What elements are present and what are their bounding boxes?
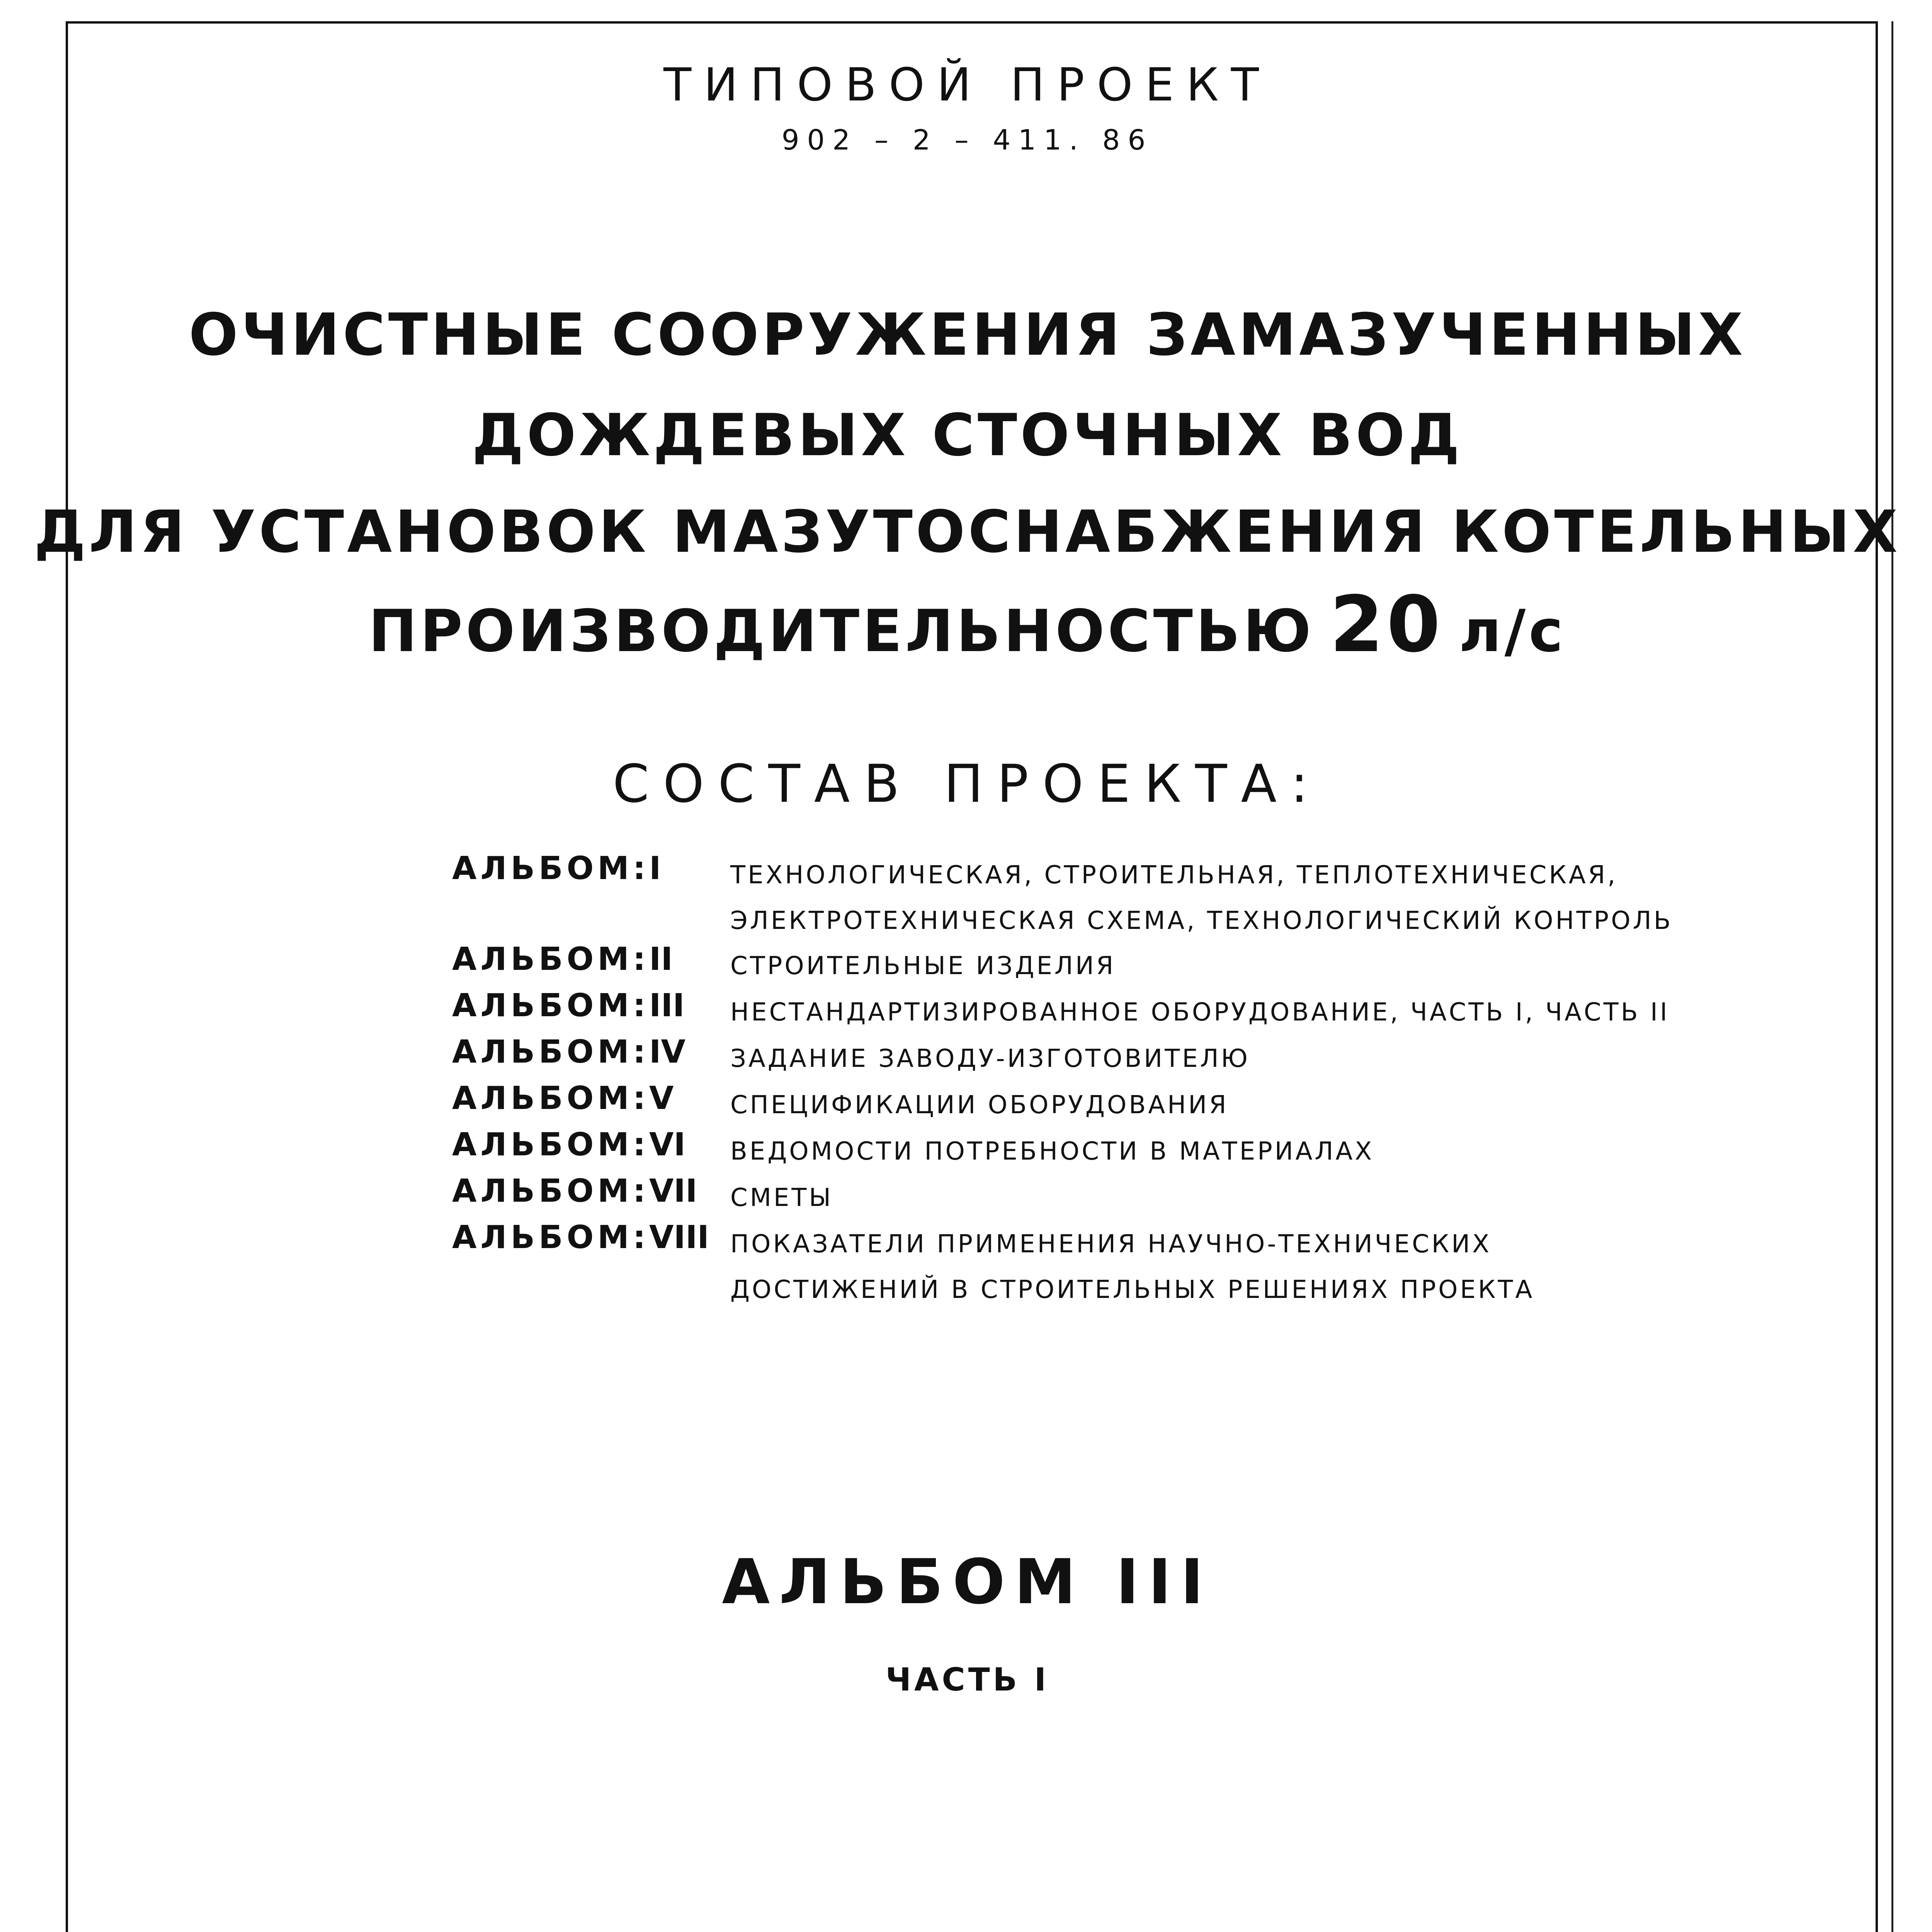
album-number: I	[649, 850, 661, 887]
volume-part-title: ЧАСТЬ I	[885, 1662, 1049, 1698]
album-list	[452, 850, 1727, 1310]
album-description	[730, 1175, 1774, 1221]
album-description	[730, 943, 1774, 989]
title-capacity-unit: л/с	[1459, 598, 1566, 665]
album-label: АЛЬБОМ:	[452, 1080, 650, 1117]
album-description-line: ДОСТИЖЕНИЙ В СТРОИТЕЛЬНЫХ РЕШЕНИЯХ ПРОЕКТА	[730, 1276, 1535, 1304]
title-capacity-label: ПРОИЗВОДИТЕЛЬНОСТЬЮ	[368, 598, 1315, 665]
album-description	[730, 990, 1774, 1035]
composition-heading: СОСТАВ ПРОЕКТА:	[612, 753, 1322, 814]
album-label: АЛЬБОМ:	[452, 1219, 650, 1256]
album-description-line: ВЕДОМОСТИ ПОТРЕБНОСТИ В МАТЕРИАЛАХ	[730, 1137, 1374, 1166]
title-line-3: ДЛЯ УСТАНОВОК МАЗУТОСНАБЖЕНИЯ КОТЕЛЬНЫХ	[34, 498, 1901, 566]
album-description	[730, 1129, 1774, 1174]
album-description-line: СТРОИТЕЛЬНЫЕ ИЗДЕЛИЯ	[730, 952, 1116, 980]
album-row	[452, 987, 1727, 1034]
album-row	[452, 850, 1727, 941]
album-number: VIII	[649, 1219, 709, 1256]
album-description	[730, 852, 1774, 944]
album-description-line: ЗАДАНИЕ ЗАВОДУ-ИЗГОТОВИТЕЛЮ	[730, 1044, 1250, 1073]
album-row	[452, 1034, 1727, 1080]
project-number: 902 – 2 – 411. 86	[781, 124, 1153, 156]
album-number: VII	[649, 1173, 697, 1209]
title-line-4	[0, 580, 1932, 670]
album-row	[452, 1126, 1727, 1173]
project-type: ТИПОВОЙ ПРОЕКТ	[663, 58, 1271, 111]
album-number: II	[649, 941, 673, 978]
album-label: АЛЬБОМ:	[452, 1034, 650, 1070]
album-description	[730, 1221, 1774, 1313]
album-number: III	[649, 987, 685, 1024]
album-row	[452, 941, 1727, 987]
album-label: АЛЬБОМ:	[452, 987, 650, 1024]
album-number: V	[649, 1080, 674, 1117]
album-description-line: НЕСТАНДАРТИЗИРОВАННОЕ ОБОРУДОВАНИЕ, ЧАСТЬ I, ЧАСТЬ II	[730, 998, 1670, 1027]
album-description-line: ЭЛЕКТРОТЕХНИЧЕСКАЯ СХЕМА, ТЕХНОЛОГИЧЕСКИЙ КОНТРОЛЬ	[730, 906, 1673, 935]
album-description	[730, 1036, 1774, 1082]
album-row	[452, 1080, 1727, 1126]
album-number: IV	[649, 1034, 685, 1070]
title-line-2: ДОЖДЕВЫХ СТОЧНЫХ ВОД	[472, 402, 1463, 469]
album-description-line: ТЕХНОЛОГИЧЕСКАЯ, СТРОИТЕЛЬНАЯ, ТЕПЛОТЕХНИЧЕСКАЯ,	[730, 861, 1618, 889]
title-line-1: ОЧИСТНЫЕ СООРУЖЕНИЯ ЗАМАЗУЧЕННЫХ	[189, 301, 1746, 369]
title-capacity-value: 20	[1330, 580, 1444, 670]
album-label: АЛЬБОМ:	[452, 850, 650, 887]
album-description-line: ПОКАЗАТЕЛИ ПРИМЕНЕНИЯ НАУЧНО-ТЕХНИЧЕСКИХ	[730, 1230, 1492, 1259]
album-label: АЛЬБОМ:	[452, 941, 650, 978]
album-description	[730, 1082, 1774, 1128]
album-description-line: СМЕТЫ	[730, 1184, 833, 1212]
album-label: АЛЬБОМ:	[452, 1173, 650, 1209]
album-label: АЛЬБОМ:	[452, 1126, 650, 1163]
album-row	[452, 1219, 1727, 1310]
album-row	[452, 1173, 1727, 1219]
album-number: VI	[649, 1126, 685, 1163]
volume-album-title: АЛЬБОМ III	[722, 1546, 1213, 1618]
album-description-line: СПЕЦИФИКАЦИИ ОБОРУДОВАНИЯ	[730, 1091, 1229, 1119]
